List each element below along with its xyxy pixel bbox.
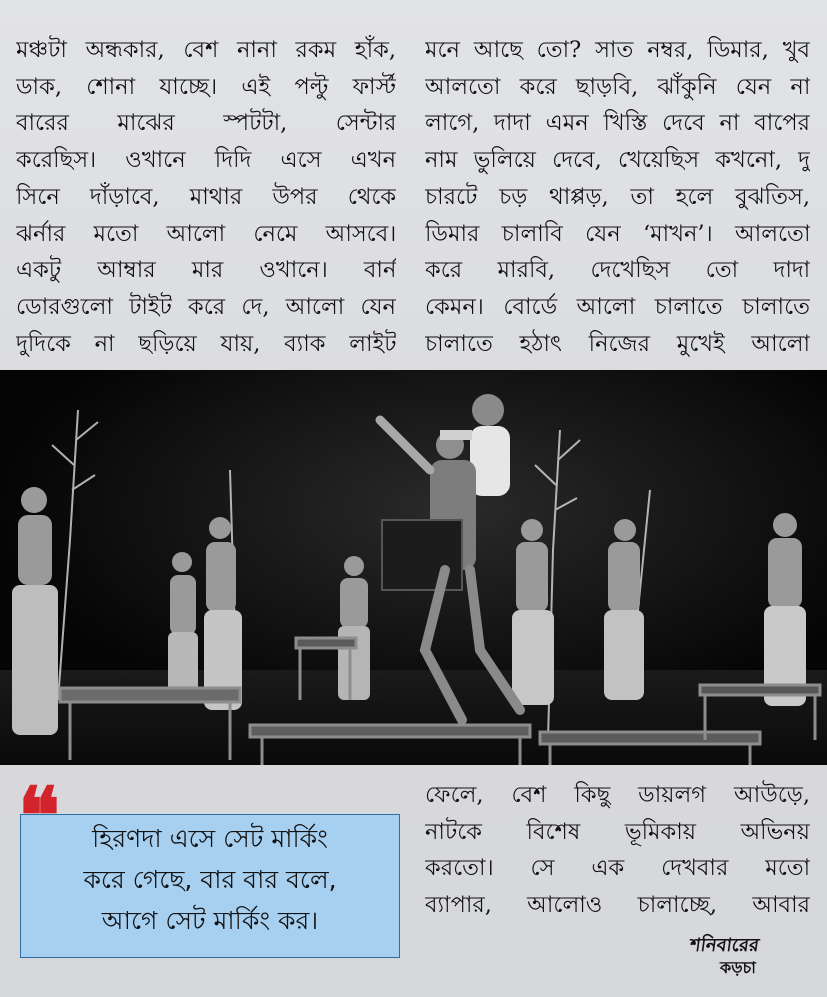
article-line: ডাক, শোনা যাচ্ছে। এই পল্টু ফার্স্ট <box>16 73 396 100</box>
article-line: দুদিকে না ছড়িয়ে যায়, ব্যাক লাইট <box>16 330 396 357</box>
article-line: কেমন। বোর্ডে আলো চালাতে চালাতে <box>425 293 810 320</box>
article-line: করেছিস। ওখানে দিদি এসে এখন <box>16 147 396 174</box>
actor-figure <box>764 513 806 706</box>
article-line: ফেলে, বেশ কিছু ডায়লগ আউড়ে, <box>425 782 810 808</box>
article-column-right-bottom <box>425 777 810 924</box>
stage-photo-illustration <box>0 370 827 765</box>
article-line: মনে আছে তো? সাত নম্বর, ডিমার, খুব <box>425 37 810 63</box>
article-line: করতো। সে এক দেখবার মতো <box>425 855 810 882</box>
article-column-left-top <box>16 32 396 362</box>
article-line: করে মারবি, দেখেছিস তো দাদা <box>425 257 810 284</box>
article-line: চারটে চড় থাপ্পড়, তা হলে বুঝতিস, <box>425 183 810 210</box>
quote-mark-icon: ❝ <box>18 771 54 862</box>
article-line: একটু আম্বার মার ওখানে। বার্ন <box>16 257 396 284</box>
pull-quote-line: করে গেছে, বার বার বলে, <box>83 865 337 894</box>
article-line: লাগে, দাদা এমন খিস্তি দেবে না বাপের <box>425 110 810 137</box>
article-line: ডোরগুলো টাইট করে দে, আলো যেন <box>16 293 396 320</box>
pull-quote-text <box>20 818 400 941</box>
article-line: মঞ্চটা অন্ধকার, বেশ নানা রকম হাঁক, <box>16 37 396 63</box>
actor-figure <box>12 487 58 735</box>
article-line: বারের মাঝের স্পটটা, সেন্টার <box>16 110 396 137</box>
stage-photograph <box>0 370 827 765</box>
pull-quote-line: আগে সেট মার্কিং কর। <box>101 906 319 935</box>
logo-line-1: শনিবারের <box>688 935 761 956</box>
article-line: ব্যাপার, আলোও চালাচ্ছে, আবার <box>425 892 810 919</box>
article-line: নাম ভুলিয়ে দেবে, খেয়েছিস কখনো, দু <box>425 147 810 174</box>
article-line: চালাতে হঠাৎ নিজের মুখেই আলো <box>425 330 810 357</box>
article-line: ঝর্নার মতো আলো নেমে আসবে। <box>16 220 396 247</box>
article-line: নাটকে বিশেষ ভূমিকায় অভিনয় <box>425 818 810 845</box>
article-line: সিনে দাঁড়াবে, মাথার উপর থেকে <box>16 183 396 210</box>
logo-line-2: কড়চা <box>720 958 756 977</box>
pull-quote-line: হিরণদা এসে সেট মার্কিং <box>92 824 328 853</box>
publication-logo <box>690 935 788 987</box>
article-line: আলতো করে ছাড়বি, ঝাঁকুনি যেন না <box>425 73 810 100</box>
article-column-right-top <box>425 32 810 362</box>
article-line: ডিমার চালাবি যেন ‘মাখন’। আলতো <box>425 220 810 247</box>
